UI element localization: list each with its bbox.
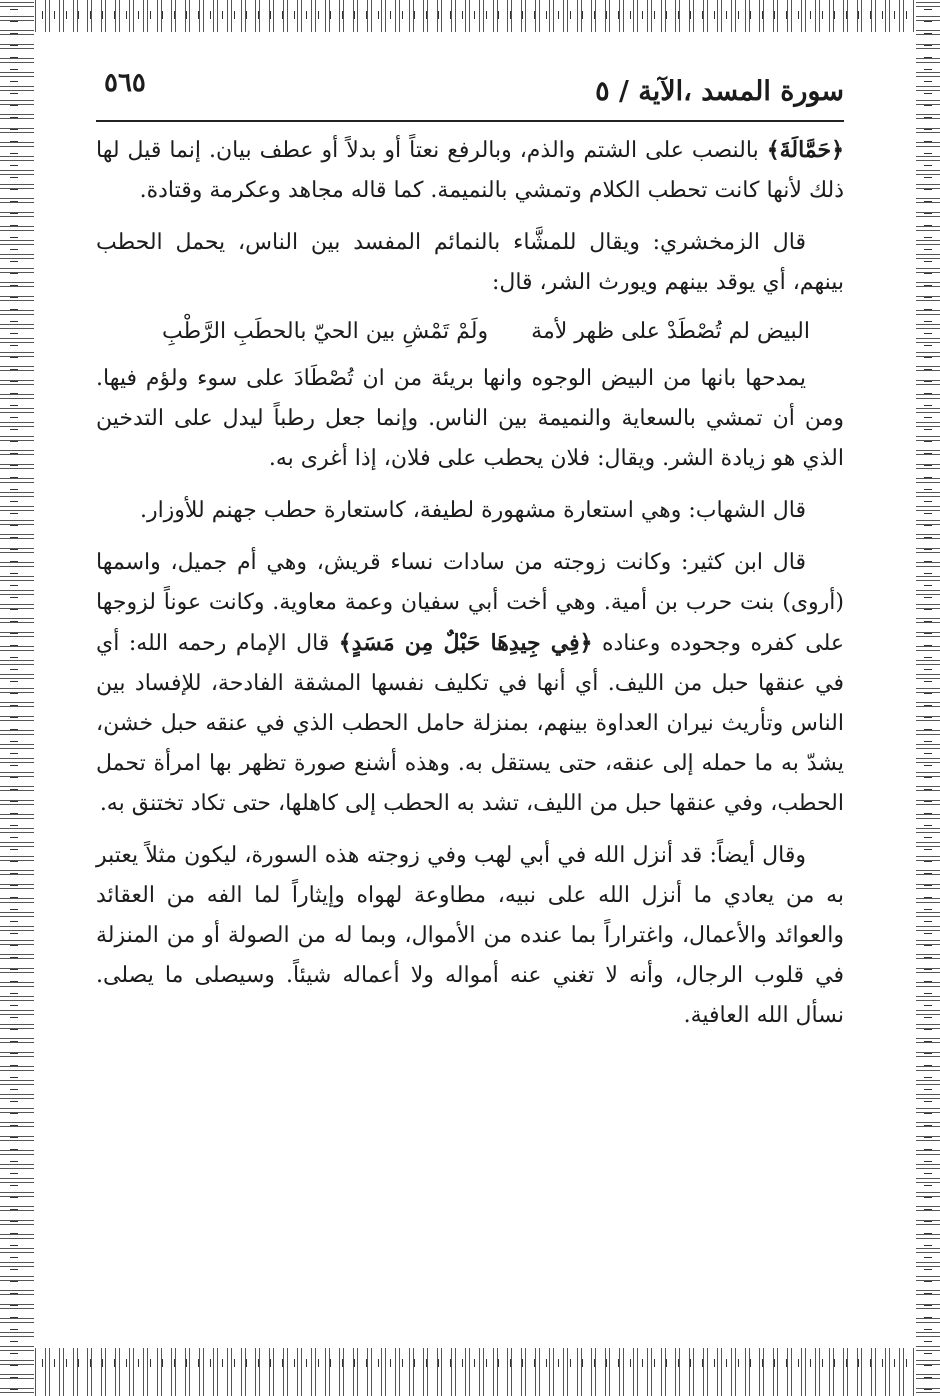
paragraph-shihab: قال الشهاب: وهي استعارة مشهورة لطيفة، كاستعارة حطب جهنم للأوزار. [139,498,806,523]
paragraph-verse-explanation: يمدحها بانها من البيض الوجوه وانها بريئة من ان تُصْطَادَ على سوء ولؤم فيها. ومن أن تمشي بالسعاية والنميمة بين الناس. وإنما جعل رطباً ليدل على التدخين الذي هو زيادة الشر. ويقال: فلان يحطب على فلان، إذا أغرى به. [96,366,844,471]
paragraph-gap [96,531,844,543]
paragraph-gap [96,211,844,223]
paragraph-hammalah [96,130,844,211]
page-border-left [0,0,34,1396]
quran-word: ﴿حَمَّالَةَ﴾ [766,137,844,163]
paragraph-text: قال الإمام رحمه الله: أي في عنقها حبل من الليف. أي أنها في تكليف نفسها المشقة الفادحة، للإفساد بين الناس وتأريث نيران العداوة بينهم، بمنزلة حامل الحطب الذي في عنقه حبل خشن، يشدّ به ما حمله إلى عنقه، حتى يستقل به. وهذه أشنع صورة تظهر بها امرأة تحمل الحطب، وفي عنقها حبل من الليف، تشد به الحطب إلى كاهلها، حتى تكاد تختنق به. [96,631,844,816]
poetry-verse [96,309,844,355]
paragraph-gap [96,824,844,836]
page-border-top [0,0,940,32]
page-border-right [916,0,940,1396]
paragraph-gap [96,479,844,491]
page-number: ٥٦٥ [104,68,146,98]
verse-second-hemistich: ولَمْ تَمْشِ بين الحيّ بالحطَبِ الرَّطْبِ [162,319,489,344]
paragraph-text: قال ابن كثير: وكانت زوجته من سادات نساء قريش، وهي أم جميل، واسمها (أروى) بنت حرب بن أمية. وهي أخت أبي سفيان وعمة معاوية. وكانت عوناً لزوجها على كفره وجحوده وعناده [96,550,844,656]
paragraph-conclusion: وقال أيضاً: قد أنزل الله في أبي لهب وفي زوجته هذه السورة، ليكون مثلاً يعتبر به من يعادي ما أنزل الله على نبيه، مطاوعة لهواه وإيثاراً لما الفه من العقائد والعوائد والأعمال، واغتراراً بما عنده من الأموال، وبما له من الصولة أو من المنزلة في قلوب الرجال، وأنه لا تغني عنه أمواله ولا أعماله شيئاً. وسيصلى ما يصلى. نسأل الله العافية. [96,843,844,1028]
paragraph-zamakhshari: قال الزمخشري: ويقال للمشَّاء بالنمائم المفسد بين الناس، يحمل الحطب بينهم، أي يوقد بينهم ويورث الشر، قال: [96,230,844,295]
verse-first-hemistich: البيض لم تُصْطَدْ على ظهر لأمة [531,319,810,344]
paragraph-text: بالنصب على الشتم والذم، وبالرفع نعتاً أو بدلاً أو عطف بيان. إنما قيل لها ذلك لأنها كانت تحطب الكلام وتمشي بالنميمة. كما قاله مجاهد وعكرمة وقتادة. [96,138,844,203]
paragraph-ibn-kathir [96,543,844,824]
page-border-bottom [0,1348,940,1396]
book-page [96,62,844,1242]
quran-verse: ﴿فِي جِيدِهَا حَبْلٌ مِن مَسَدٍ﴾ [338,630,593,656]
page-header [96,62,844,122]
running-title: سورة المسد ،الآية / ٥ [595,76,844,107]
